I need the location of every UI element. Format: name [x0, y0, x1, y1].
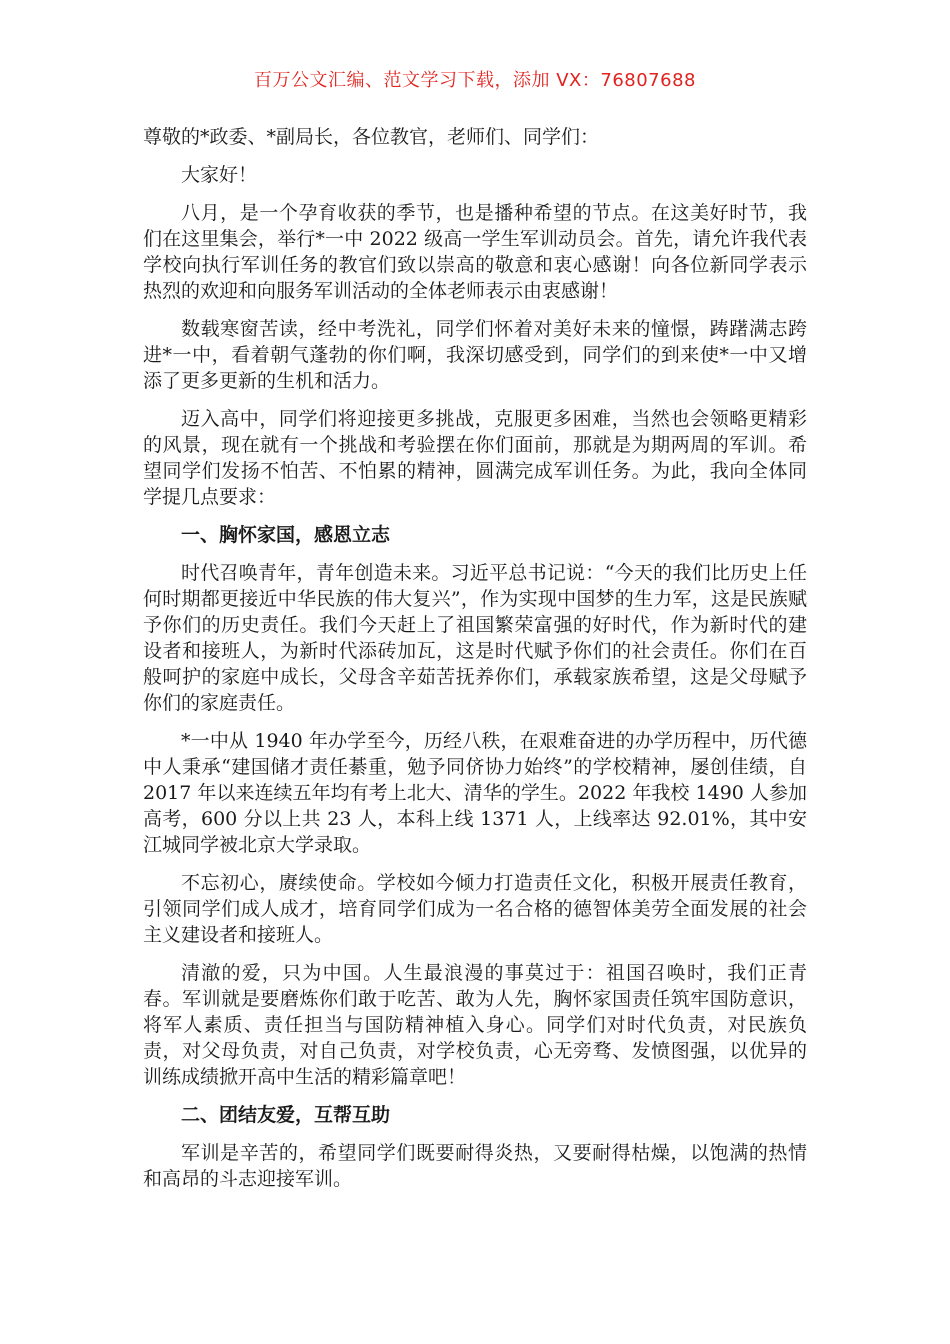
- paragraph-school-history: *一中从 1940 年办学至今，历经八秩，在艰难奋进的办学历程中，历代德中人秉承“建国储才责任綦重，勉予同侪协力始终”的学校精神，屡创佳绩，自 2017 年以来连续五年均有考上北大、清华的学生。2022 年我校 1490 人参加高考，600 分以上共 23 人，本科上线 1371 人，上线率达 92.01%，其中安江城同学被北京大学录取。: [143, 730, 807, 856]
- greeting: 大家好！: [181, 164, 258, 186]
- paragraph-welcome: 数载寒窗苦读，经中考洗礼，同学们怀着对美好未来的憧憬，踌躇满志跨进*一中，看着朝气蓬勃的你们啊，我深切感受到，同学们的到来使*一中又增添了更多更新的生机和活力。: [143, 318, 807, 392]
- paragraph-opening: 八月，是一个孕育收获的季节，也是播种希望的节点。在这美好时节，我们在这里集会，举行*一中 2022 级高一学生军训动员会。首先，请允许我代表学校向执行军训任务的教官们致以崇高的敬意和衷心感谢！向各位新同学表示热烈的欢迎和向服务军训活动的全体老师表示由衷感谢！: [143, 202, 807, 302]
- watermark-banner: 百万公文汇编、范文学习下载，添加 VX：76807688: [254, 70, 696, 91]
- section-heading-1: 一、胸怀家国，感恩立志: [181, 524, 391, 546]
- paragraph-love-for-china: 清澈的爱，只为中国。人生最浪漫的事莫过于：祖国召唤时，我们正青春。军训就是要磨炼你们敢于吃苦、敢为人先，胸怀家国责任筑牢国防意识，将军人素质、责任担当与国防精神植入身心。同学们对时代负责，对民族负责，对父母负责，对自己负责，对学校负责，心无旁骛、发愤图强，以优异的训练成绩掀开高中生活的精彩篇章吧！: [143, 962, 807, 1088]
- section-heading-2: 二、团结友爱，互帮互助: [181, 1104, 391, 1126]
- salutation: 尊敬的*政委、*副局长，各位教官，老师们、同学们：: [143, 126, 600, 148]
- document-body: [143, 124, 807, 1204]
- paragraph-hardship: 军训是辛苦的，希望同学们既要耐得炎热，又要耐得枯燥，以饱满的热情和高昂的斗志迎接军训。: [143, 1142, 807, 1190]
- paragraph-era: 时代召唤青年，青年创造未来。习近平总书记说：“今天的我们比历史上任何时期都更接近中华民族的伟大复兴”，作为实现中国梦的生力军，这是民族赋予你们的历史责任。我们今天赶上了祖国繁荣富强的好时代，作为新时代的建设者和接班人，为新时代添砖加瓦，这是时代赋予你们的社会责任。你们在百般呵护的家庭中成长，父母含辛茹苦抚养你们，承载家族希望，这是父母赋予你们的家庭责任。: [143, 562, 807, 714]
- paragraph-mission: 不忘初心，赓续使命。学校如今倾力打造责任文化，积极开展责任教育，引领同学们成人成才，培育同学们成为一名合格的德智体美劳全面发展的社会主义建设者和接班人。: [143, 872, 807, 946]
- paragraph-requirements: 迈入高中，同学们将迎接更多挑战，克服更多困难，当然也会领略更精彩的风景，现在就有一个挑战和考验摆在你们面前，那就是为期两周的军训。希望同学们发扬不怕苦、不怕累的精神，圆满完成军训任务。为此，我向全体同学提几点要求：: [143, 408, 807, 508]
